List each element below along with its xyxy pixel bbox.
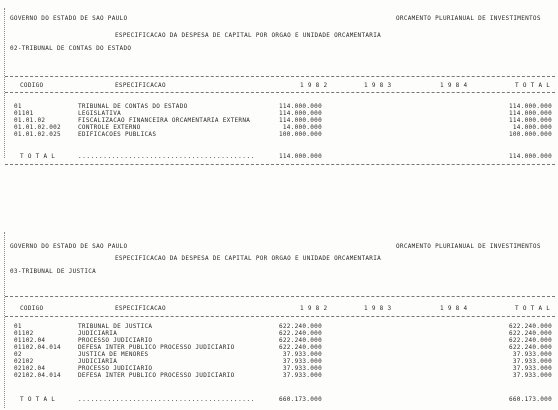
col-1983: 1 9 8 3: [364, 305, 392, 312]
col-especificacao: ESPECIFICACAO: [115, 305, 166, 312]
row-1982: 37.933.000: [282, 372, 322, 379]
row-1982: 622.240.000: [278, 323, 322, 330]
row-code: 02102: [14, 358, 34, 365]
row-code: 01102.04.014: [14, 344, 61, 351]
row-total: 14.000.000: [512, 124, 552, 131]
row-spec: TRIBUNAL DE JUSTICA: [78, 323, 153, 330]
left-margin-rule: [4, 232, 5, 408]
organ-name: 03-TRIBUNAL DE JUSTICA: [10, 268, 97, 275]
row-1982: 37.933.000: [282, 351, 322, 358]
row-code: 01102: [14, 330, 34, 337]
row-total: 114.000.000: [508, 103, 552, 110]
row-total: 114.000.000: [508, 117, 552, 124]
row-spec: DEFESA INTER PUBLICO PROCESSO JUDICIARIO: [78, 372, 235, 379]
row-spec: JUDICIARIA: [78, 358, 118, 365]
col-codigo: CODIGO: [20, 82, 44, 89]
row-total: 37.933.000: [512, 351, 552, 358]
left-margin-rule: [4, 8, 5, 158]
col-1983: 1 9 8 3: [364, 82, 392, 89]
row-1982: 100.000.000: [278, 131, 322, 138]
row-spec: EDIFICACOES PUBLICAS: [78, 131, 157, 138]
row-total: 622.240.000: [508, 344, 552, 351]
row-1982: 114.000.000: [278, 103, 322, 110]
row-code: 01.01.02.025: [14, 131, 61, 138]
row-1982: 14.000.000: [282, 124, 322, 131]
row-total: 114.000.000: [508, 110, 552, 117]
col-1984: 1 9 8 4: [440, 82, 468, 89]
col-especificacao: ESPECIFICACAO: [115, 82, 166, 89]
total-total: 114.000.000: [508, 153, 552, 160]
row-total: 622.240.000: [508, 337, 552, 344]
divider: [5, 76, 555, 77]
divider: [5, 316, 555, 317]
row-1982: 37.933.000: [282, 365, 322, 372]
total-dot-leader: ..........................................: [78, 153, 255, 160]
total-1982: 114.000.000: [278, 153, 322, 160]
col-total: T O T A L: [515, 82, 551, 89]
divider: [5, 164, 555, 165]
row-spec: DEFESA INTER PUBLICO PROCESSO JUDICIARIO: [78, 344, 235, 351]
row-code: 01102.04: [14, 337, 46, 344]
row-spec: PROCESSO JUDICIARIO: [78, 337, 153, 344]
row-code: 02102.04.014: [14, 372, 61, 379]
row-code: 01: [14, 323, 22, 330]
row-code: 01101: [14, 110, 34, 117]
row-code: 01.01.02.002: [14, 124, 61, 131]
row-total: 622.240.000: [508, 330, 552, 337]
report-title: ESPECIFICACAO DA DESPESA DE CAPITAL POR ORGAO E UNIDADE ORCAMENTARIA: [115, 32, 382, 39]
header-government: GOVERNO DO ESTADO DE SAO PAULO: [10, 243, 128, 250]
row-1982: 114.000.000: [278, 117, 322, 124]
header-plan-title: ORCAMENTO PLURIANUAL DE INVESTIMENTOS: [396, 15, 541, 22]
total-label: T O T A L: [20, 153, 56, 160]
row-total: 37.933.000: [512, 372, 552, 379]
row-spec: JUSTICA DE MENORES: [78, 351, 149, 358]
header-plan-title: ORCAMENTO PLURIANUAL DE INVESTIMENTOS: [396, 243, 541, 250]
row-code: 02102.04: [14, 365, 46, 372]
row-total: 622.240.000: [508, 323, 552, 330]
header-government: GOVERNO DO ESTADO DE SAO PAULO: [10, 15, 128, 22]
col-1984: 1 9 8 4: [440, 305, 468, 312]
col-1982: 1 9 8 2: [300, 305, 328, 312]
row-total: 100.000.000: [508, 131, 552, 138]
row-total: 37.933.000: [512, 365, 552, 372]
total-label: T O T A L: [20, 396, 56, 403]
row-code: 01.01.02: [14, 117, 46, 124]
organ-name: 02-TRIBUNAL DE CONTAS DO ESTADO: [10, 45, 132, 52]
row-1982: 622.240.000: [278, 330, 322, 337]
col-1982: 1 9 8 2: [300, 82, 328, 89]
row-1982: 114.000.000: [278, 110, 322, 117]
divider: [5, 296, 555, 297]
row-total: 37.933.000: [512, 358, 552, 365]
total-1982: 660.173.000: [278, 396, 322, 403]
row-spec: PROCESSO JUDICIARIO: [78, 365, 153, 372]
divider: [5, 92, 555, 93]
row-code: 01: [14, 103, 22, 110]
total-total: 660.173.000: [508, 396, 552, 403]
row-spec: TRIBUNAL DE CONTAS DO ESTADO: [78, 103, 188, 110]
row-spec: CONTROLE EXTERNO: [78, 124, 141, 131]
row-1982: 37.933.000: [282, 358, 322, 365]
report-title: ESPECIFICACAO DA DESPESA DE CAPITAL POR ORGAO E UNIDADE ORCAMENTARIA: [115, 255, 382, 262]
col-total: T O T A L: [515, 305, 551, 312]
total-dot-leader: ..........................................: [78, 396, 255, 403]
row-code: 02: [14, 351, 22, 358]
row-spec: FISCALIZACAO FINANCEIRA ORCAMENTARIA EXTERNA: [78, 117, 251, 124]
row-spec: JUDICIARIA: [78, 330, 118, 337]
col-codigo: CODIGO: [20, 305, 44, 312]
row-spec: LEGISLATIVA: [78, 110, 122, 117]
row-1982: 622.240.000: [278, 337, 322, 344]
row-1982: 622.240.000: [278, 344, 322, 351]
